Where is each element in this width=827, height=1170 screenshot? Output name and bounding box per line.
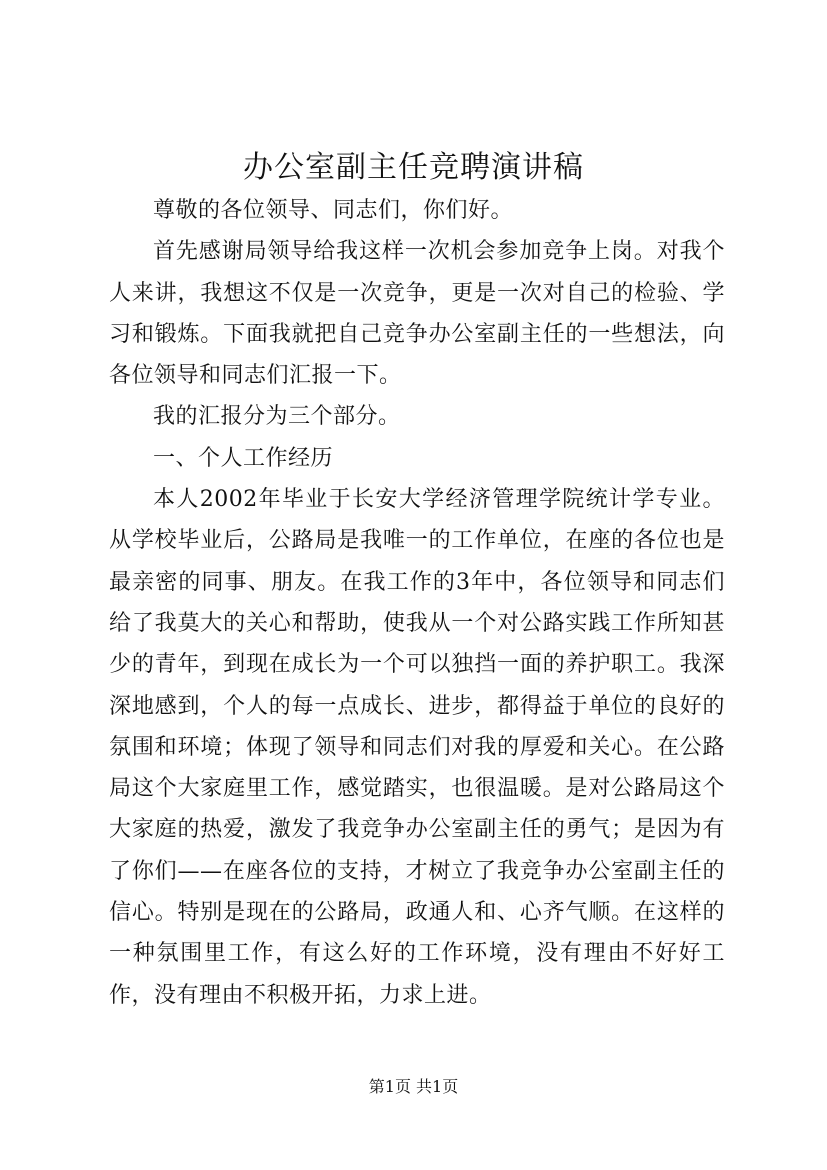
paragraph-greeting: 尊敬的各位领导、同志们，你们好。 (153, 198, 514, 223)
paragraph-introduction: 首先感谢局领导给我这样一次机会参加竞争上岗。对我个人来讲，我想这不仅是一次竞争，更是一次对自己的检验、学习和锻炼。下面我就把自己竞争办公室副主任的一些想法，向各位领导和同志们汇报一下。 (109, 239, 725, 389)
document-body (109, 190, 725, 1016)
document-title: 办公室副主任竞聘演讲稿 (243, 150, 584, 185)
paragraph-work-experience: 本人2002年毕业于长安大学经济管理学院统计学专业。从学校毕业后，公路局是我唯一的工作单位，在座的各位也是最亲密的同事、朋友。在我工作的3年中，各位领导和同志们给了我莫大的关心和帮助，使我从一个对公路实践工作所知甚少的青年，到现在成长为一个可以独挡一面的养护职工。我深深地感到，个人的每一点成长、进步，都得益于单位的良好的氛围和环境；体现了领导和同志们对我的厚爱和关心。在公路局这个大家庭里工作，感觉踏实，也很温暖。是对公路局这个大家庭的热爱，激发了我竞争办公室副主任的勇气；是因为有了你们——在座各位的支持，才树立了我竞争办公室副主任的信心。特别是现在的公路局，政通人和、心齐气顺。在这样的一种氛围里工作，有这么好的工作环境，没有理由不好好工作，没有理由不积极开拓，力求上进。 (109, 487, 725, 1008)
section-heading-work-experience: 一、个人工作经历 (153, 445, 334, 471)
paragraph-report-outline: 我的汇报分为三个部分。 (153, 404, 401, 430)
page-footer: 第1页 共1页 (368, 1077, 459, 1096)
